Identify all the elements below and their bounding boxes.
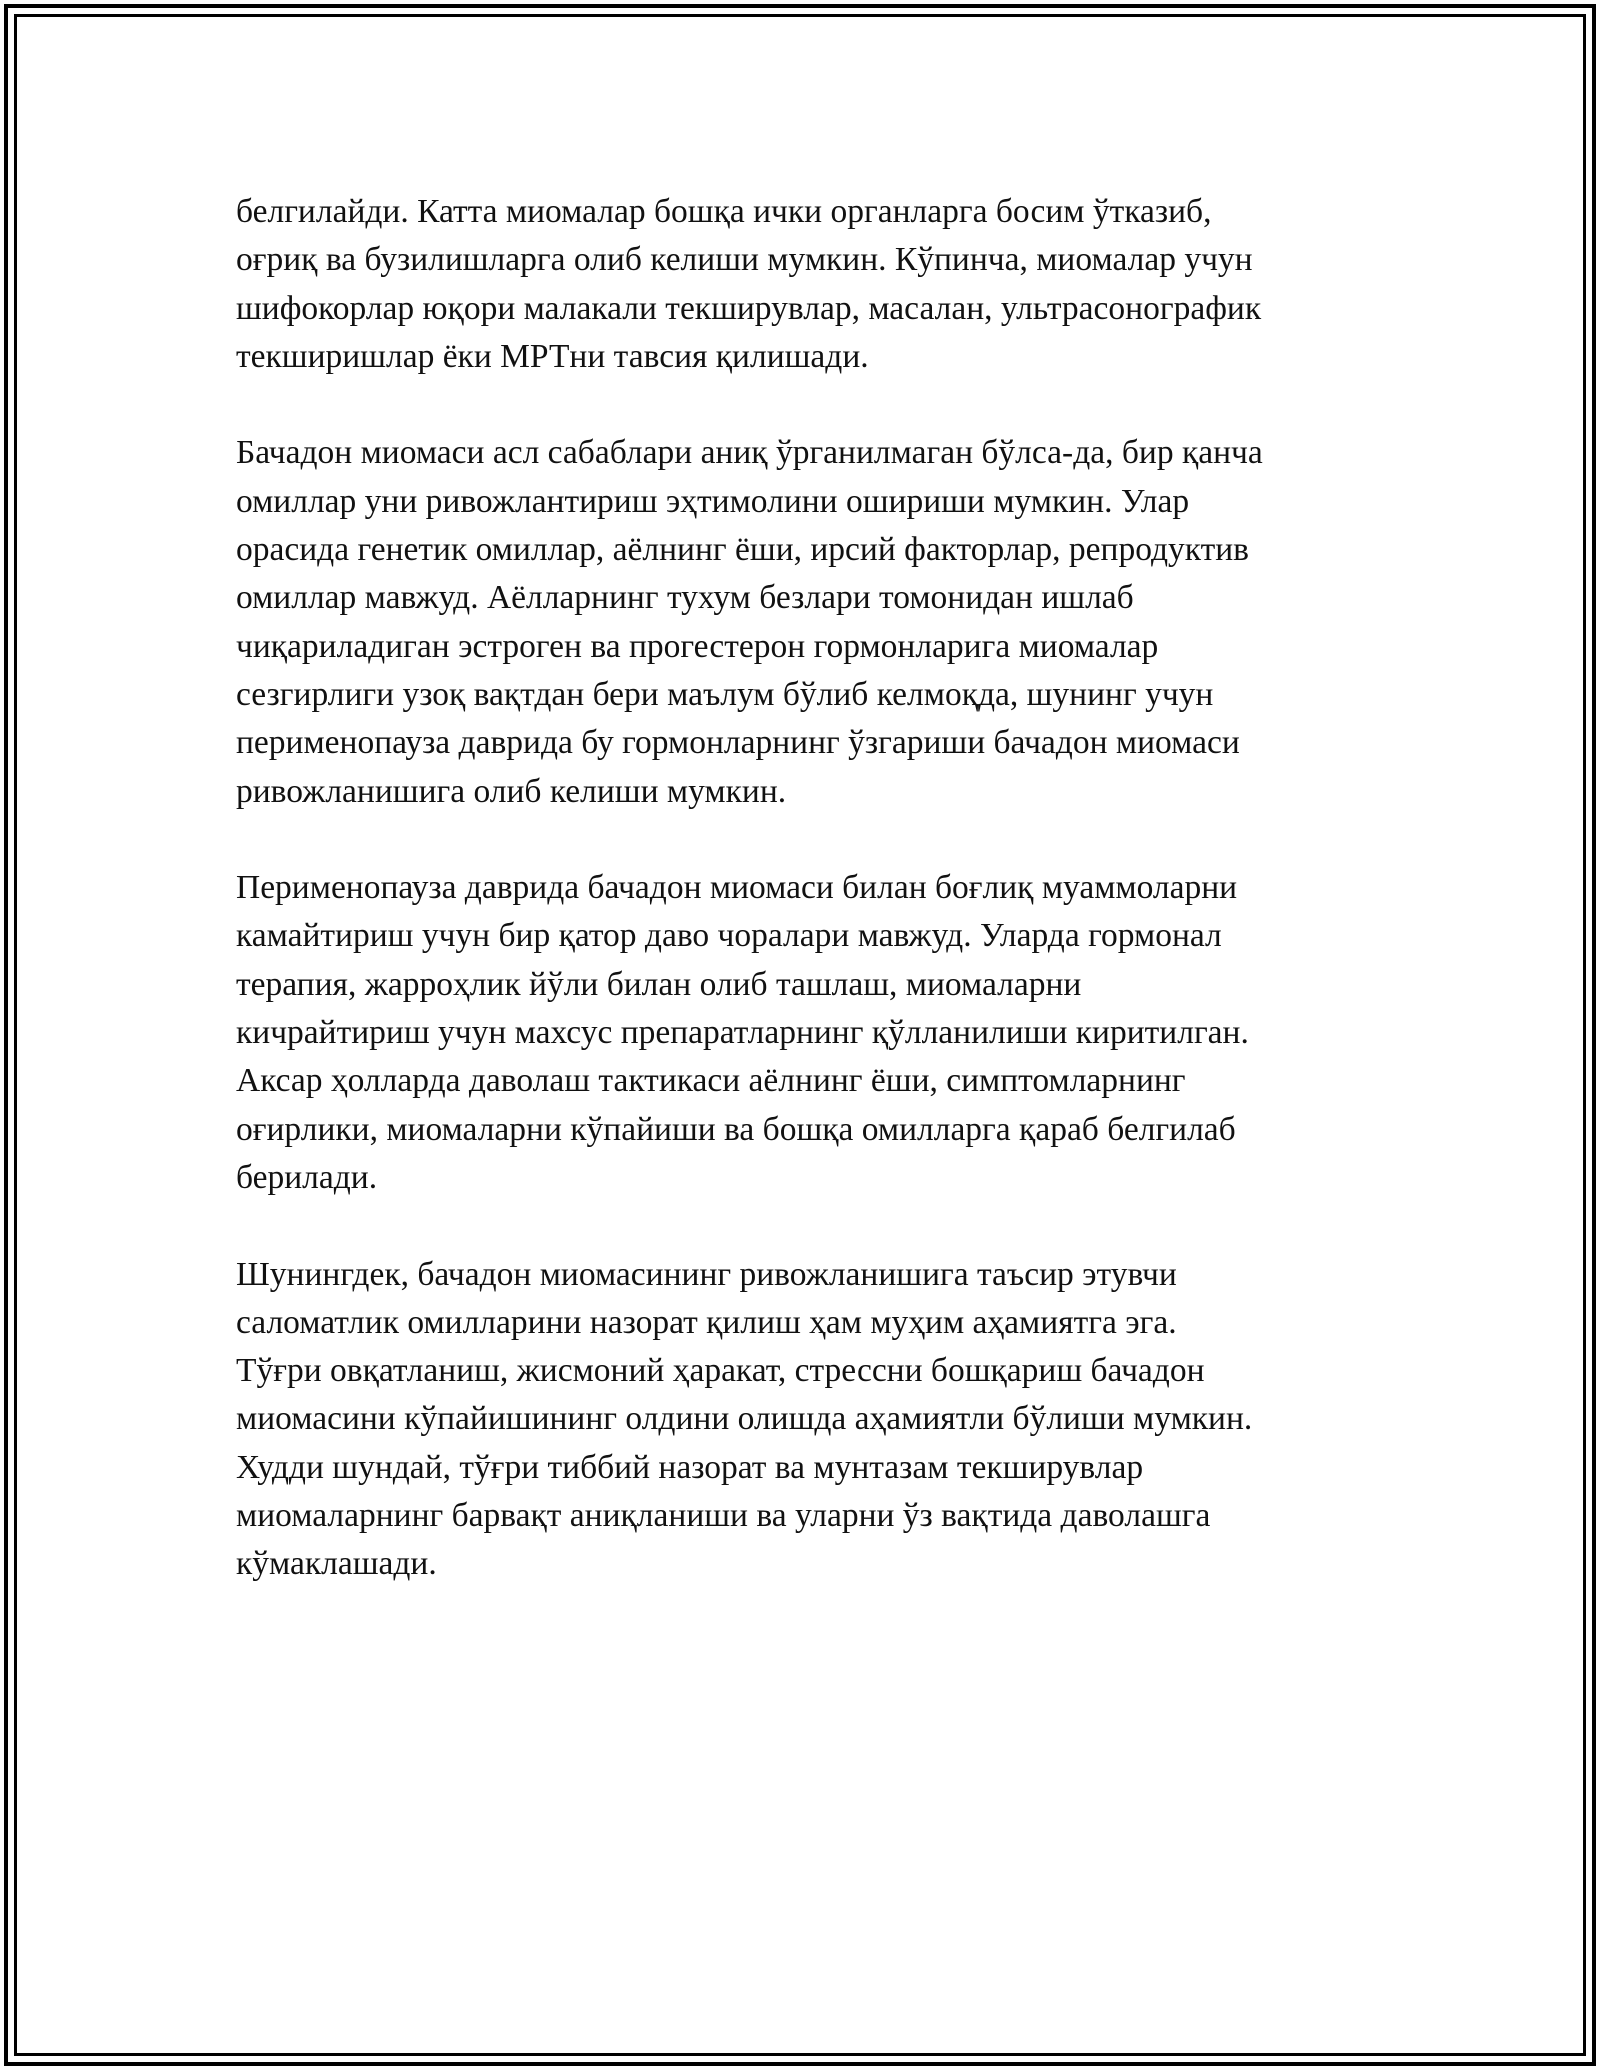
text-line: шифокорлар юқори малакали текширувлар, масалан, ультрасонографик [236,289,1262,327]
text-line: миомасини кўпайишининг олдини олишда аҳамиятли бўлиши мумкин. [236,1400,1253,1438]
text-line: омиллар мавжуд. Аёлларнинг тухум безлари томонидан ишлаб [236,579,1134,617]
text-line: камайтириш учун бир қатор даво чоралари мавжуд. Уларда гормонал [236,917,1222,955]
text-line: орасида генетик омиллар, аёлнинг ёши, ирсий факторлар, репродуктив [236,531,1249,569]
text-line: кўмаклашади. [236,1545,437,1583]
text-line: саломатлик омилларини назорат қилиш ҳам муҳим аҳамиятга эга. [236,1303,1177,1341]
paragraph-3 [236,864,1366,1202]
text-line: Тўғри овқатланиш, жисмоний ҳаракат, стрессни бошқариш бачадон [236,1352,1205,1390]
text-line: белгилайди. Катта миомалар бошқа ички органларга босим ўтказиб, [236,193,1212,230]
text-line: чиқариладиган эстроген ва прогестерон гормонларига миомалар [236,627,1159,665]
text-line: ривожланишига олиб келиши мумкин. [236,772,787,810]
text-line: омиллар уни ривожлантириш эҳтимолини ошириши мумкин. Улар [236,482,1190,520]
text-line: Шунингдек, бачадон миомасининг ривожланишига таъсир этувчи [236,1255,1177,1293]
paragraph-4 [236,1251,1366,1589]
text-line: оғирлики, миомаларни кўпайиши ва бошқа омилларга қараб белгилаб [236,1110,1236,1148]
text-line: Худди шундай, тўғри тиббий назорат ва мунтазам текширувлар [236,1448,1144,1486]
text-line: Бачадон миомаси асл сабаблари аниқ ўрганилмаган бўлса-да, бир қанча [236,434,1263,472]
text-line: оғриқ ва бузилишларга олиб келиши мумкин. Кўпинча, миомалар учун [236,241,1253,279]
text-line: миомаларнинг барвақт аниқланиши ва уларни ўз вақтида даволашга [236,1497,1211,1535]
text-line: текширишлар ёки МРТни тавсия қилишади. [236,337,869,375]
paragraph-2 [236,429,1366,815]
text-line: сезгирлиги узоқ вақтдан бери маълум бўлиб келмоқда, шунинг учун [236,675,1214,713]
text-line: Аксар ҳолларда даволаш тактикаси аёлнинг ёши, симптомларнинг [236,1062,1186,1100]
text-line: кичрайтириш учун махсус препаратларнинг қўлланилиши киритилган. [236,1014,1249,1052]
text-line: терапия, жарроҳлик йўли билан олиб ташлаш, миомаларни [236,965,1082,1003]
text-line: перименопауза даврида бу гормонларнинг ўзгариши бачадон миомаси [236,724,1240,762]
document-body [236,188,1366,1637]
text-line: Перименопауза даврида бачадон миомаси билан боғлиқ муаммоларни [236,869,1238,907]
paragraph-1 [236,188,1366,381]
text-line: берилади. [236,1158,378,1196]
